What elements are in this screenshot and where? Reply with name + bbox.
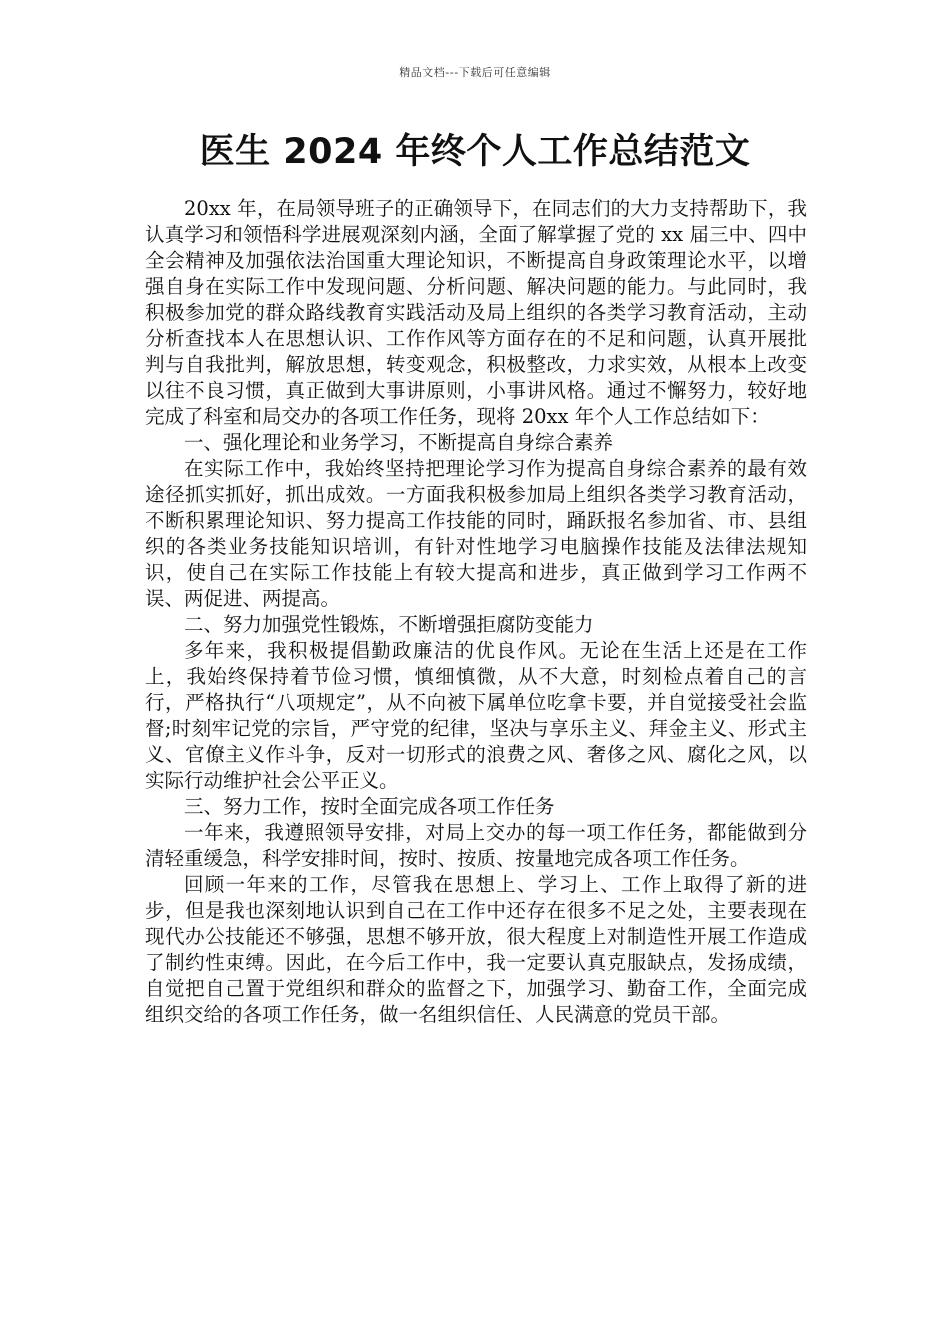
paragraph-section-1: 在实际工作中，我始终坚持把理论学习作为提高自身综合素养的最有效途径抓实抓好，抓出成效。一方面我积极参加局上组织各类学习教育活动，不断积累理论知识、努力提高工作技能的同时，踊跃报名参加省、市、县组织的各类业务技能知识培训，有针对性地学习电脑操作技能及法律法规知识，使自己在实际工作技能上有较大提高和进步，真正做到学习工作两不误、两促进、两提高。 xyxy=(145,457,807,610)
document-body xyxy=(145,196,807,1028)
section-heading-3: 三、努力工作，按时全面完成各项工作任务 xyxy=(184,795,555,818)
paragraph-section-3: 一年来，我遵照领导安排，对局上交办的每一项工作任务，都能做到分清轻重缓急，科学安排时间，按时、按质、按量地完成各项工作任务。 xyxy=(145,821,807,870)
paragraph-section-2: 多年来，我积极提倡勤政廉洁的优良作风。无论在生活上还是在工作上，我始终保持着节俭习惯，慎细慎微，从不大意，时刻检点着自己的言行，严格执行“八项规定”，从不向被下属单位吃拿卡要，并自觉接受社会监督;时刻牢记党的宗旨，严守党的纪律，坚决与享乐主义、拜金主义、形式主义、官僚主义作斗争，反对一切形式的浪费之风、奢侈之风、腐化之风，以实际行动维护社会公平正义。 xyxy=(145,639,807,792)
section-heading-2: 二、努力加强党性锻炼，不断增强拒腐防变能力 xyxy=(184,613,594,636)
page-header-caption: 精品文档---下载后可任意编辑 xyxy=(399,66,551,79)
document-title: 医生 2024 年终个人工作总结范文 xyxy=(199,132,751,172)
paragraph-intro: 20xx 年，在局领导班子的正确领导下，在同志们的大力支持帮助下，我认真学习和领悟科学进展观深刻内涵，全面了解掌握了党的 xx 届三中、四中全会精神及加强依法治国重大理论知识，不断提高自身政策理论水平，以增强自身在实际工作中发现问题、分析问题、解决问题的能力。与此同时，我积极参加党的群众路线教育实践活动及局上组织的各类学习教育活动，主动分析查找本人在思想认识、工作作风等方面存在的不足和问题，认真开展批判与自我批判，解放思想，转变观念，积极整改，力求实效，从根本上改变以往不良习惯，真正做到大事讲原则，小事讲风格。通过不懈努力，较好地完成了科室和局交办的各项工作任务，现将 20xx 年个人工作总结如下： xyxy=(145,197,807,428)
section-heading-1: 一、强化理论和业务学习，不断提高自身综合素养 xyxy=(184,431,614,454)
paragraph-conclusion: 回顾一年来的工作，尽管我在思想上、学习上、工作上取得了新的进步，但是我也深刻地认识到自己在工作中还存在很多不足之处，主要表现在现代办公技能还不够强，思想不够开放，很大程度上对制造性开展工作造成了制约性束缚。因此，在今后工作中，我一定要认真克服缺点，发扬成绩，自觉把自己置于党组织和群众的监督之下，加强学习、勤奋工作，全面完成组织交给的各项工作任务，做一名组织信任、人民满意的党员干部。 xyxy=(145,873,807,1026)
